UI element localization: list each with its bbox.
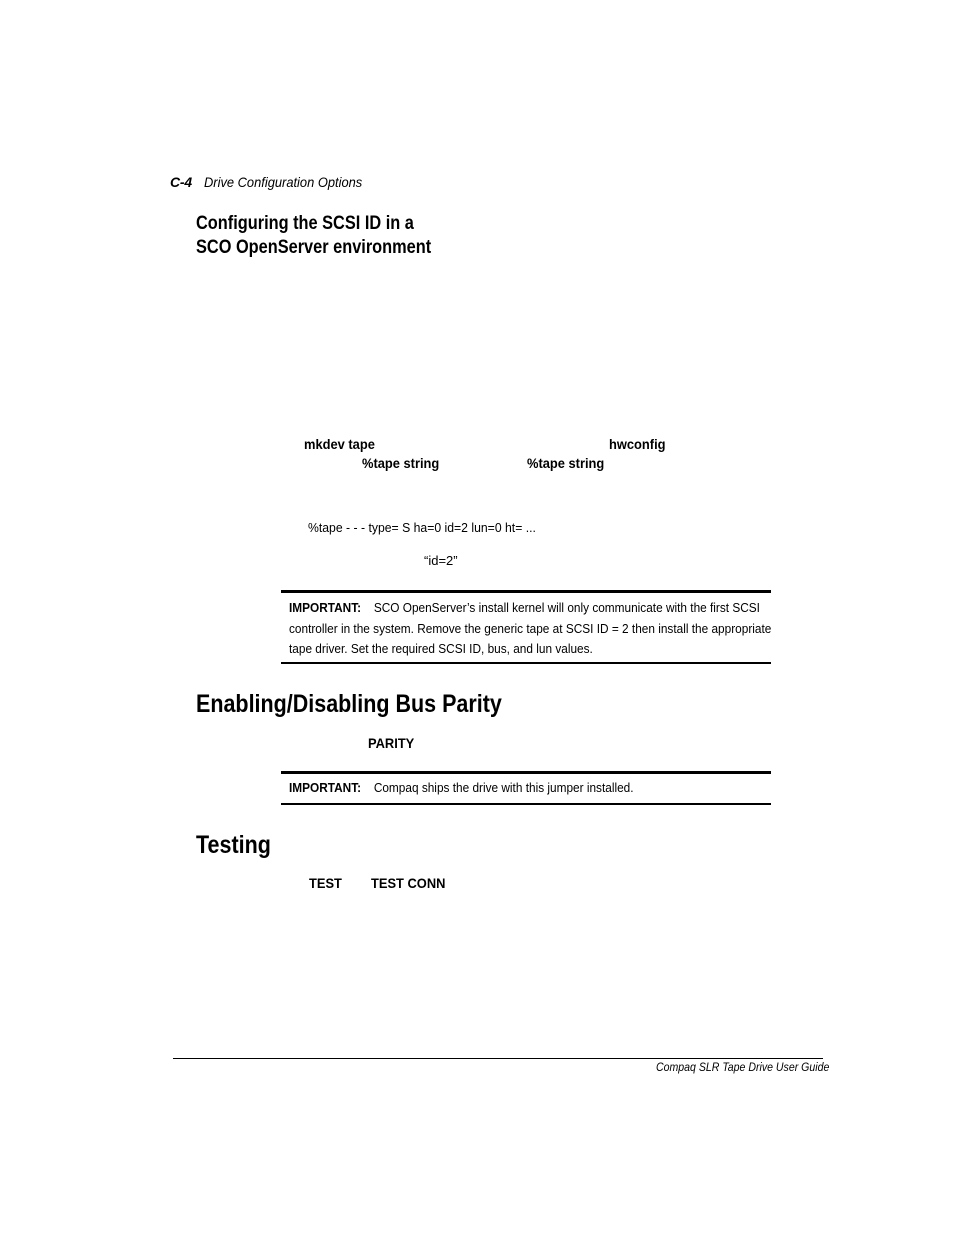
footer-guide-title: Compaq SLR Tape Drive User Guide: [656, 1060, 830, 1074]
term-tape-string-1: %tape string: [362, 455, 440, 471]
term-test-conn: TEST CONN: [371, 875, 446, 891]
note-top-rule: [281, 590, 771, 593]
term-hwconfig: hwconfig: [609, 436, 666, 452]
important-note-text: SCO OpenServer’s install kernel will only communicate with the first SCSI controller in the system. Remove the generic tape at SCSI ID = 2 then install the appropriate tape driver. Set the required SCSI ID, bus, and lun values.: [289, 600, 772, 656]
scsi-heading-line-2: SCO OpenServer environment: [196, 237, 432, 258]
id-value-quote: “id=2”: [424, 553, 458, 568]
note-top-rule: [281, 771, 771, 774]
note-bottom-rule: [281, 662, 771, 664]
term-parity: PARITY: [368, 735, 415, 751]
important-note-scsi: [289, 598, 780, 660]
term-mkdev-tape: mkdev tape: [304, 436, 375, 452]
important-label: IMPORTANT:: [289, 780, 362, 795]
term-test: TEST: [309, 875, 342, 891]
tape-string-example: %tape - - - type= S ha=0 id=2 lun=0 ht= ...: [308, 520, 536, 535]
parity-section-heading: Enabling/Disabling Bus Parity: [196, 690, 502, 718]
chapter-title: Drive Configuration Options: [204, 174, 363, 190]
important-note-parity: [289, 780, 634, 795]
page-number: C-4: [170, 174, 192, 190]
term-tape-string-2: %tape string: [527, 455, 605, 471]
scsi-heading-line-1: Configuring the SCSI ID in a: [196, 213, 414, 234]
important-note-text: Compaq ships the drive with this jumper installed.: [373, 780, 634, 795]
important-label: IMPORTANT:: [289, 600, 362, 615]
testing-section-heading: Testing: [196, 831, 271, 859]
note-bottom-rule: [281, 803, 771, 805]
footer-rule: [173, 1058, 823, 1059]
scsi-section-heading: [196, 212, 431, 260]
